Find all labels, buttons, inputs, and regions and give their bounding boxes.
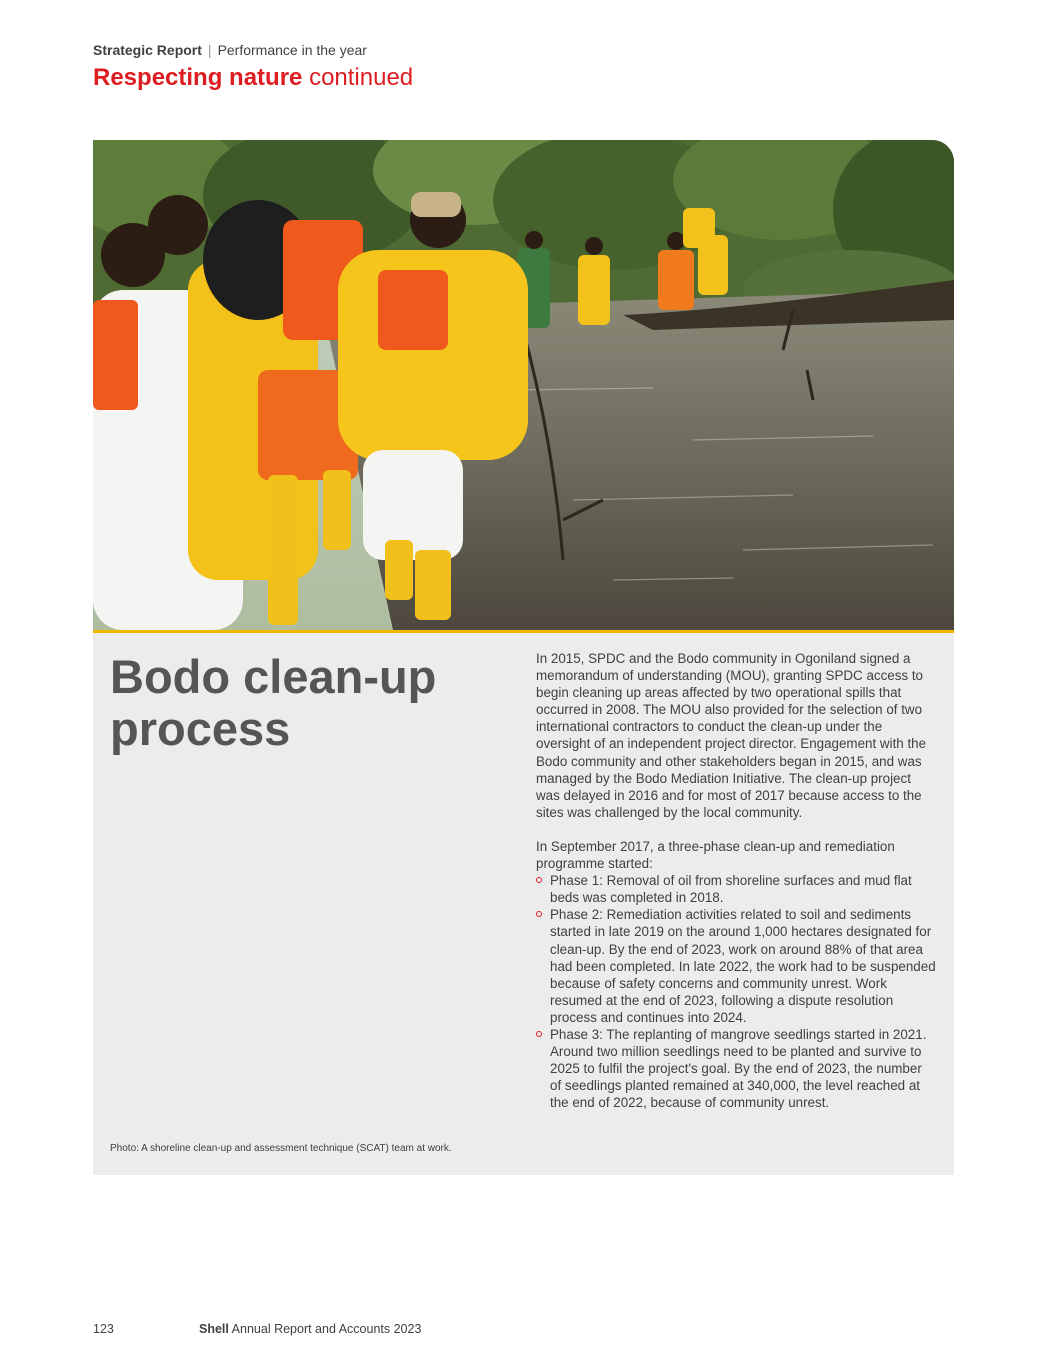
article-headline: Bodo clean-up process xyxy=(110,650,437,755)
phase-text: Phase 3: The replanting of mangrove seedlings started in 2021. Around two million seedlings need to be planted and survive to 2025 to fulfil the project's goal. By the end of 2023, the number of seedlings planted remained at 340,000, the level reached at the end of 2022, because of community unrest. xyxy=(550,1026,927,1111)
list-item xyxy=(536,1026,936,1111)
section-title-continued: continued xyxy=(309,64,414,91)
list-item xyxy=(536,872,936,906)
breadcrumb-separator: | xyxy=(207,42,212,58)
section-title xyxy=(93,64,413,92)
page-number: 123 xyxy=(93,1322,114,1336)
list-item xyxy=(536,906,936,1026)
paragraph-programme: In September 2017, a three-phase clean-up and remediation programme started: xyxy=(536,838,895,872)
paragraph-intro: In 2015, SPDC and the Bodo community in Ogoniland signed a memorandum of understanding (MOU), granting SPDC access to begin cleaning up areas affected by two operational spills that occurred in 2008. The MOU also provided for the selection of two international contractors to conduct the clean-up under the oversight of an independent project director. Engagement with the Bodo community and other stakeholders began in 2015, and was managed by the Bodo Mediation Initiative. The clean-up project was delayed in 2016 and for most of 2017 because access to the sites was challenged by the local community. xyxy=(536,651,927,820)
photo-caption: Photo: A shoreline clean-up and assessment technique (SCAT) team at work. xyxy=(110,1143,452,1154)
footer-publication xyxy=(199,1322,421,1336)
breadcrumb xyxy=(93,42,367,58)
phase-text: Phase 1: Removal of oil from shoreline surfaces and mud flat beds was completed in 2018. xyxy=(550,873,912,906)
story-panel xyxy=(93,633,954,1175)
phase-text: Phase 2: Remediation activities related to soil and sediments started in late 2019 on the around 1,000 hectares designated for clean-up. By the end of 2023, work on around 88% of that area had been completed. In late 2022, the work had to be suspended because of safety concerns and community unrest. Work resumed at the end of 2023, following a dispute resolution process and continues into 2024. xyxy=(550,907,936,1025)
scat-team-photo xyxy=(93,140,954,630)
bullet-icon xyxy=(536,911,542,917)
breadcrumb-subsection[interactable]: Performance in the year xyxy=(217,42,367,58)
bullet-icon xyxy=(536,1031,542,1037)
footer-publication-title: Annual Report and Accounts 2023 xyxy=(231,1322,422,1336)
bullet-icon xyxy=(536,877,542,883)
section-title-strong: Respecting nature xyxy=(93,64,303,91)
article-body xyxy=(536,650,936,1111)
phase-list xyxy=(536,872,936,1111)
breadcrumb-section[interactable]: Strategic Report xyxy=(93,42,202,58)
footer-brand-name: Shell xyxy=(199,1322,229,1336)
